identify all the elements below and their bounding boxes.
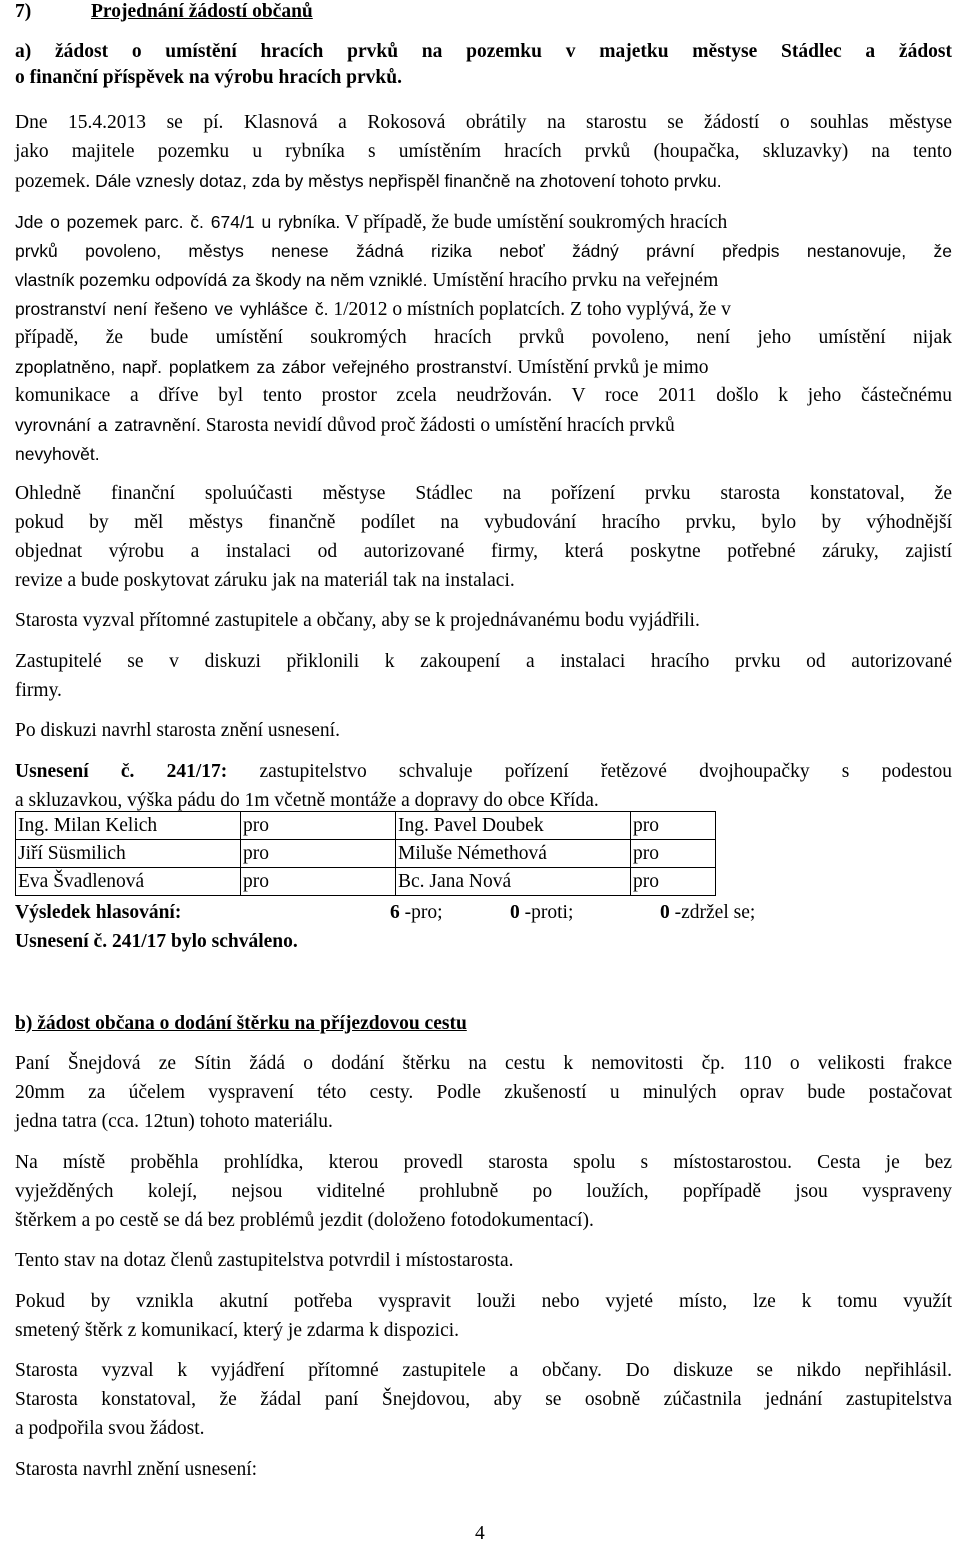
paragraph-line: nevyhovět.: [15, 444, 100, 464]
vote-value: pro: [241, 868, 396, 896]
vote-value: pro: [631, 812, 716, 840]
paragraph-line: Na místě proběhla prohlídka, kterou provedl starosta spolu s místostarostou. Cesta je bez: [15, 1152, 952, 1173]
paragraph-line: komunikace a dříve byl tento prostor zcela neudržován. V roce 2011 došlo k jeho částečnému: [15, 385, 952, 406]
paragraph-line: Starosta navrhl znění usnesení:: [15, 1459, 258, 1480]
paragraph-line: objednat výrobu a instalaci od autorizované firmy, která poskytne potřebné záruky, zajistí: [15, 541, 952, 562]
paragraph-line: prvků povoleno, městys nenese žádná rizika neboť žádný právní předpis nestanovuje, že: [15, 241, 952, 261]
paragraph-line: Pokud by vznikla akutní potřeba vyspravit louži nebo vyjeté místo, lze k tomu využít: [15, 1291, 952, 1312]
paragraph-line: jedna tatra (cca. 12tun) tohoto materiálu.: [15, 1111, 333, 1132]
paragraph-line: firmy.: [15, 680, 62, 701]
part-a-heading-line1: a) žádost o umístění hracích prvků na pozemku v majetku městyse Stádlec a žádost: [15, 41, 952, 62]
vote-value: pro: [631, 840, 716, 868]
paragraph-line: pokud by měl městys finančně podílet na vybudování hracího prvku, bylo by výhodnější: [15, 512, 952, 533]
result-abstain: 0 -zdržel se;: [660, 902, 756, 923]
vote-name: Ing. Pavel Doubek: [396, 812, 631, 840]
vote-name: Bc. Jana Nová: [396, 868, 631, 896]
part-b-heading: b) žádost občana o dodání štěrku na příjezdovou cestu: [15, 1013, 467, 1034]
table-row: [16, 840, 716, 868]
paragraph-line: případě, že bude umístění soukromých hracích prvků povoleno, není jeho umístění nijak: [15, 327, 952, 348]
table-row: [16, 868, 716, 896]
vote-value: pro: [631, 868, 716, 896]
resolution-label: Usnesení č. 241/17:: [15, 761, 228, 782]
paragraph-line: revize a bude poskytovat záruku jak na materiál tak na instalaci.: [15, 570, 515, 591]
paragraph-line: smetený štěrk z komunikací, který je zdarma k dispozici.: [15, 1320, 460, 1341]
paragraph-line: pozemek. Dále vznesly dotaz, zda by městys nepřispěl finančně na zhotovení tohoto prvku.: [15, 171, 722, 192]
paragraph-line: Po diskuzi navrhl starosta znění usnesení.: [15, 720, 340, 741]
vote-name: Miluše Némethová: [396, 840, 631, 868]
paragraph-line: vyrovnání a zatravnění. Starosta nevidí důvod proč žádosti o umístění hracích prvků: [15, 415, 675, 436]
paragraph-line: vlastník pozemku odpovídá za škody na něm vzniklé. Umístění hracího prvku na veřejném: [15, 270, 719, 291]
paragraph-line: Jde o pozemek parc. č. 674/1 u rybníka. V případě, že bude umístění soukromých hracích: [15, 212, 728, 233]
section-title: Projednání žádostí občanů: [91, 1, 313, 22]
paragraph-line: Dne 15.4.2013 se pí. Klasnová a Rokosová obrátily na starostu se žádostí o souhlas městyse: [15, 112, 952, 133]
paragraph-line: Paní Šnejdová ze Sítin žádá o dodání štěrku na cestu k nemovitosti čp. 110 o velikosti frakce: [15, 1053, 952, 1074]
page-number: 4: [475, 1523, 485, 1544]
vote-value: pro: [241, 840, 396, 868]
vote-name: Jiří Süsmilich: [16, 840, 241, 868]
paragraph-line: Starosta vyzval přítomné zastupitele a občany, aby se k projednávanému bodu vyjádřili.: [15, 610, 700, 631]
paragraph-line: jako majitele pozemku u rybníka s umístěním hracích prvků (houpačka, skluzavky) na tento: [15, 141, 952, 162]
table-row: [16, 812, 716, 840]
vote-name: Ing. Milan Kelich: [16, 812, 241, 840]
paragraph-line: Zastupitelé se v diskuzi přiklonili k zakoupení a instalaci hracího prvku od autorizované: [15, 651, 952, 672]
section-heading: [15, 0, 313, 24]
vote-result: [15, 901, 181, 925]
paragraph-line: Starosta konstatoval, že žádal paní Šnejdovou, aby se osobně zúčastnila jednání zastupitelstva: [15, 1389, 952, 1410]
resolution-approved: Usnesení č. 241/17 bylo schváleno.: [15, 931, 298, 952]
section-number: 7): [15, 1, 32, 22]
result-against: 0 -proti;: [510, 902, 574, 923]
vote-table: [15, 811, 716, 896]
paragraph-line: a podpořila svou žádost.: [15, 1418, 205, 1439]
paragraph-line: Tento stav na dotaz členů zastupitelstva potvrdil i místostarosta.: [15, 1250, 514, 1271]
resolution-line2: a skluzavkou, výška pádu do 1m včetně montáže a dopravy do obce Křída.: [15, 790, 599, 811]
result-for: 6 -pro;: [390, 902, 443, 923]
paragraph-line: prostranství není řešeno ve vyhlášce č. 1/2012 o místních poplatcích. Z toho vyplývá, že v: [15, 299, 731, 320]
paragraph-line: vyježděných kolejí, nejsou viditelné prohlubně po loužích, popřípadě jsou vyspraveny: [15, 1181, 952, 1202]
paragraph-line: 20mm za účelem vyspravení této cesty. Podle zkušeností u minulých oprav bude postačovat: [15, 1082, 952, 1103]
paragraph-line: štěrkem a po cestě se dá bez problémů jezdit (doloženo fotodokumentací).: [15, 1210, 594, 1231]
resolution-line1: Usnesení č. 241/17: zastupitelstvo schvaluje pořízení řetězové dvojhoupačky s podestou: [15, 761, 952, 782]
vote-name: Eva Švadlenová: [16, 868, 241, 896]
paragraph-line: zpoplatněno, např. poplatkem za zábor veřejného prostranství. Umístění prvků je mimo: [15, 357, 709, 378]
part-a-heading-line2: o finanční příspěvek na výrobu hracích prvků.: [15, 67, 403, 88]
paragraph-line: Starosta vyzval k vyjádření přítomné zastupitele a občany. Do diskuze se nikdo nepřihlásil.: [15, 1360, 952, 1381]
vote-value: pro: [241, 812, 396, 840]
paragraph-line: Ohledně finanční spoluúčasti městyse Stádlec na pořízení prvku starosta konstatoval, že: [15, 483, 952, 504]
result-label: Výsledek hlasování:: [15, 902, 182, 923]
